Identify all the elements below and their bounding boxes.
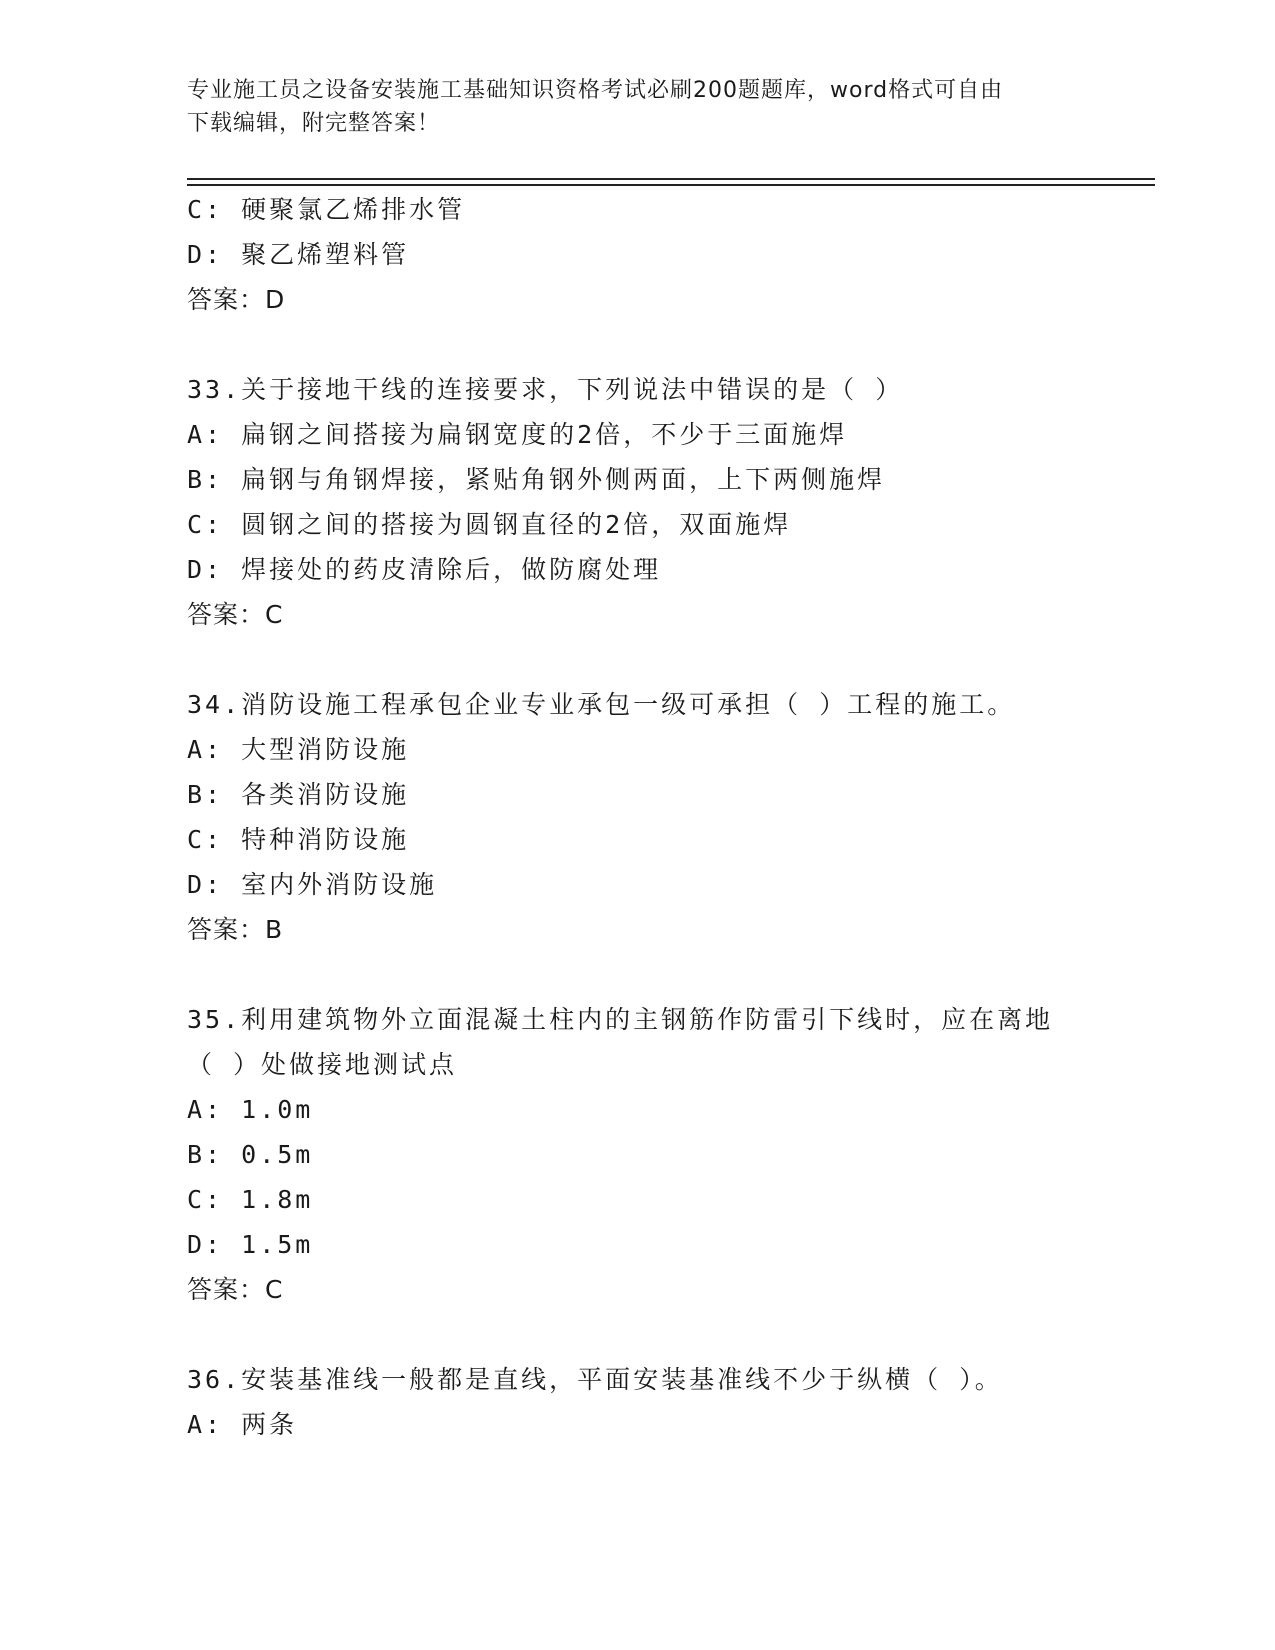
q35-option-b: B: 0.5m <box>187 1140 314 1169</box>
header-line-1: 专业施工员之设备安装施工基础知识资格考试必刷200题题库，word格式可自由 <box>187 78 1004 103</box>
q35-option-c: C: 1.8m <box>187 1185 314 1214</box>
header-divider-bottom <box>187 184 1155 186</box>
prev-option-d: D: 聚乙烯塑料管 <box>187 240 410 269</box>
q34-question: 34.消防设施工程承包企业专业承包一级可承担（ ）工程的施工。 <box>187 690 1016 719</box>
q34-answer: 答案：B <box>187 915 284 944</box>
q33-answer: 答案：C <box>187 600 284 629</box>
q34-option-b: B: 各类消防设施 <box>187 780 410 809</box>
q35-answer: 答案：C <box>187 1275 284 1304</box>
q34-option-c: C: 特种消防设施 <box>187 825 410 854</box>
prev-answer: 答案：D <box>187 285 286 314</box>
q33-question: 33.关于接地干线的连接要求，下列说法中错误的是（ ） <box>187 375 904 404</box>
header-divider-top <box>187 178 1155 180</box>
header-line-2: 下载编辑，附完整答案！ <box>187 111 441 136</box>
q34-option-a: A: 大型消防设施 <box>187 735 410 764</box>
q33-option-a: A: 扁钢之间搭接为扁钢宽度的2倍，不少于三面施焊 <box>187 420 848 449</box>
q36-question: 36.安装基准线一般都是直线，平面安装基准线不少于纵横（ ）。 <box>187 1365 1003 1394</box>
prev-option-c: C: 硬聚氯乙烯排水管 <box>187 195 466 224</box>
document-header <box>187 74 1067 140</box>
q33-option-c: C: 圆钢之间的搭接为圆钢直径的2倍，双面施焊 <box>187 510 792 539</box>
q33-option-d: D: 焊接处的药皮清除后，做防腐处理 <box>187 555 662 584</box>
q33-option-b: B: 扁钢与角钢焊接，紧贴角钢外侧两面，上下两侧施焊 <box>187 465 886 494</box>
q35-question-line-2: （ ）处做接地测试点 <box>187 1050 458 1079</box>
q34-option-d: D: 室内外消防设施 <box>187 870 438 899</box>
q36-option-a: A: 两条 <box>187 1410 298 1439</box>
q35-question-line-1: 35.利用建筑物外立面混凝土柱内的主钢筋作防雷引下线时，应在离地 <box>187 1005 1054 1034</box>
q35-option-a: A: 1.0m <box>187 1095 314 1124</box>
q35-option-d: D: 1.5m <box>187 1230 314 1259</box>
